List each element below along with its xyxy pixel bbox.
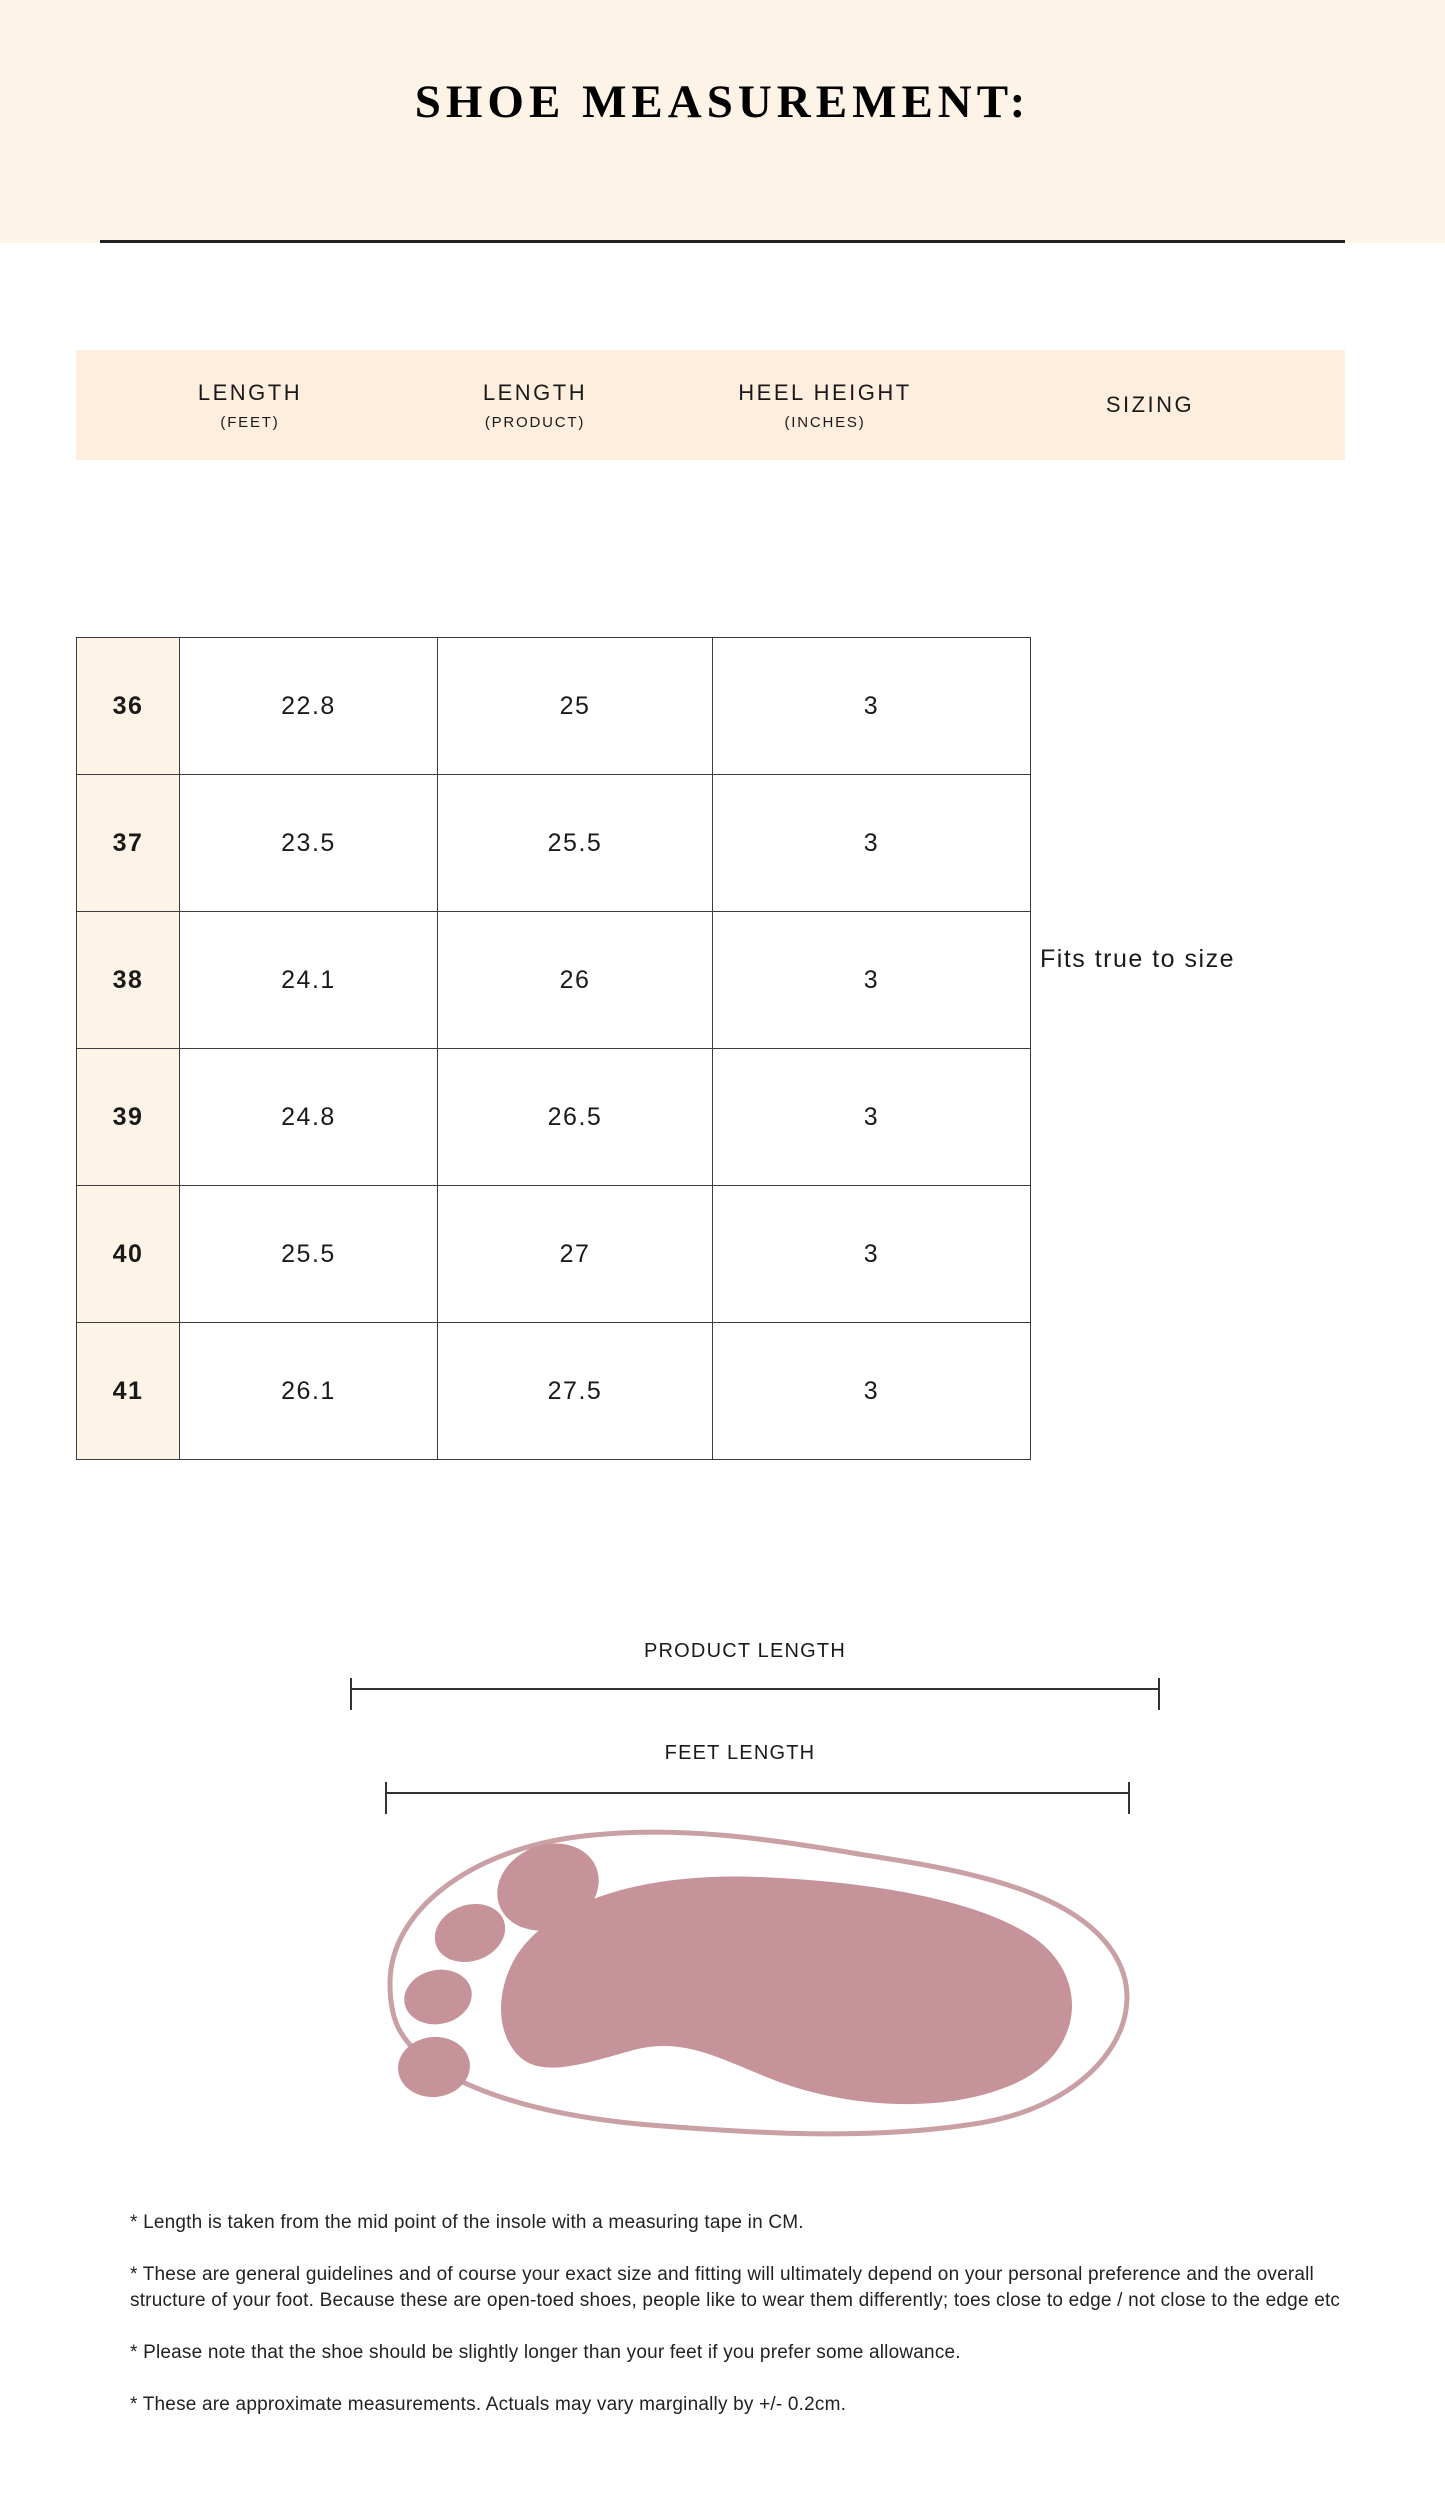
cell-length-product: 26.5 — [438, 1049, 713, 1186]
cell-length-feet: 24.8 — [180, 1049, 438, 1186]
cell-length-feet: 23.5 — [180, 775, 438, 912]
note-item: * These are approximate measurements. Actuals may vary marginally by +/- 0.2cm. — [130, 2394, 847, 2415]
sizing-note: Fits true to size — [1040, 945, 1235, 973]
column-header-heel-height — [680, 350, 970, 460]
table-row — [77, 912, 1031, 1049]
note-item: * Length is taken from the mid point of the insole with a measuring tape in CM. — [130, 2212, 804, 2233]
cell-size: 41 — [77, 1323, 180, 1460]
cell-heel-height: 3 — [713, 1323, 1031, 1460]
feet-length-left-tick — [385, 1782, 387, 1814]
cell-length-product: 27 — [438, 1186, 713, 1323]
notes-section — [130, 2210, 1360, 2444]
feet-length-line — [385, 1792, 1130, 1794]
column-header-sub: (INCHES) — [784, 413, 866, 431]
table-row — [77, 775, 1031, 912]
product-length-right-tick — [1158, 1678, 1160, 1710]
cell-length-product: 25.5 — [438, 775, 713, 912]
cell-heel-height: 3 — [713, 1186, 1031, 1323]
feet-length-label: FEET LENGTH — [664, 1742, 816, 1764]
table-row — [77, 1186, 1031, 1323]
column-header-main: LENGTH — [197, 379, 303, 405]
table-row — [77, 1049, 1031, 1186]
cell-heel-height: 3 — [713, 912, 1031, 1049]
foot-illustration-icon — [330, 1815, 1160, 2145]
title-divider — [100, 240, 1345, 243]
column-header-sizing — [1020, 350, 1280, 460]
foot-measurement-diagram — [280, 1640, 1180, 2250]
column-header-sub: (FEET) — [220, 413, 280, 431]
cell-heel-height: 3 — [713, 1049, 1031, 1186]
cell-size: 36 — [77, 638, 180, 775]
cell-size: 38 — [77, 912, 180, 1049]
feet-length-right-tick — [1128, 1782, 1130, 1814]
column-header-main: HEEL HEIGHT — [738, 379, 912, 405]
cell-length-feet: 24.1 — [180, 912, 438, 1049]
cell-size: 37 — [77, 775, 180, 912]
column-header-main: SIZING — [1105, 392, 1195, 417]
column-header-main: LENGTH — [482, 379, 588, 405]
size-table — [76, 637, 1031, 1460]
cell-length-product: 26 — [438, 912, 713, 1049]
product-length-line — [350, 1688, 1160, 1690]
note-item: * These are general guidelines and of course your exact size and fitting will ultimately depend on your personal preference and the overall structure of your foot. Because these are open-toed shoes, people like to wear them differently; toes close to edge / not close to the edge etc — [130, 2264, 1341, 2311]
cell-heel-height: 3 — [713, 638, 1031, 775]
cell-size: 40 — [77, 1186, 180, 1323]
column-header-length-product — [405, 350, 665, 460]
product-length-left-tick — [350, 1678, 352, 1710]
cell-length-product: 27.5 — [438, 1323, 713, 1460]
cell-length-feet: 26.1 — [180, 1323, 438, 1460]
column-header-length-feet — [120, 350, 380, 460]
page-title: SHOE MEASUREMENT: — [414, 76, 1031, 128]
cell-size: 39 — [77, 1049, 180, 1186]
cell-length-product: 25 — [438, 638, 713, 775]
table-row — [77, 1323, 1031, 1460]
note-item: * Please note that the shoe should be slightly longer than your feet if you prefer some allowance. — [130, 2342, 961, 2363]
product-length-label: PRODUCT LENGTH — [643, 1640, 846, 1662]
cell-length-feet: 22.8 — [180, 638, 438, 775]
cell-length-feet: 25.5 — [180, 1186, 438, 1323]
table-row — [77, 638, 1031, 775]
size-table-wrapper — [76, 637, 1018, 1460]
cell-heel-height: 3 — [713, 775, 1031, 912]
column-header-sub: (PRODUCT) — [484, 413, 586, 431]
